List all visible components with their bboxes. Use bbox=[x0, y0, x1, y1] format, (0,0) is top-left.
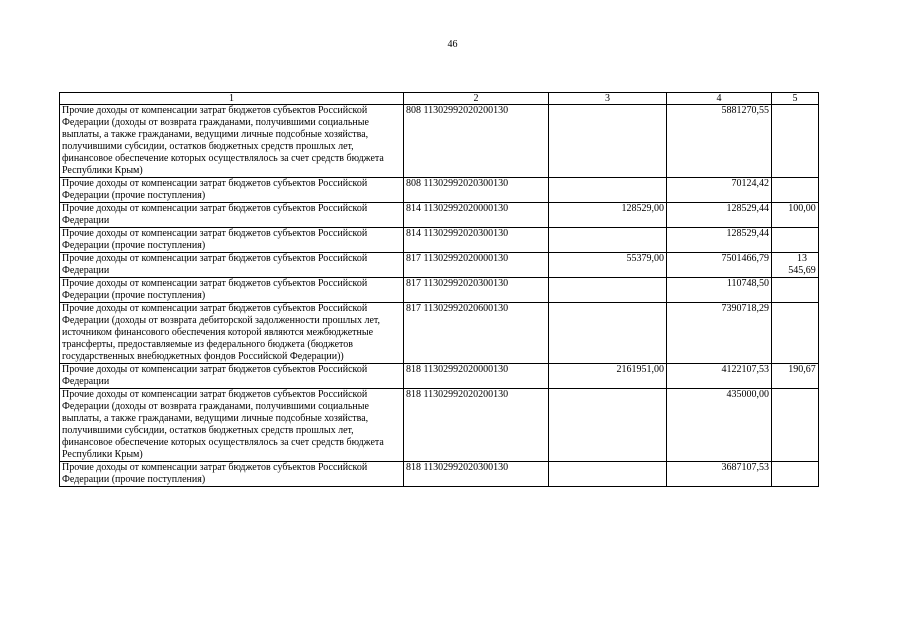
table-row bbox=[60, 389, 819, 462]
fact-amount-cell: 128529,44 bbox=[667, 228, 772, 253]
table-row bbox=[60, 253, 819, 278]
income-name-cell: Прочие доходы от компенсации затрат бюджетов субъектов Российской Федерации (прочие поступления) bbox=[60, 228, 404, 253]
budget-code-cell: 818 11302992020300130 bbox=[404, 462, 549, 487]
fact-amount-cell: 435000,00 bbox=[667, 389, 772, 462]
table-row bbox=[60, 462, 819, 487]
fact-amount-cell: 5881270,55 bbox=[667, 105, 772, 178]
table-row bbox=[60, 228, 819, 253]
income-name-cell: Прочие доходы от компенсации затрат бюджетов субъектов Российской Федерации (доходы от возврата гражданами, получившими социальные выплаты, а также гражданами, ведущими личные подсобные хозяйства, получившими субсидии, остатков бюджетных средств прошлых лет, финансовое обеспечение которых осуществлялось за счет средств бюджета Республики Крым) bbox=[60, 105, 404, 178]
income-name-cell: Прочие доходы от компенсации затрат бюджетов субъектов Российской Федерации (прочие поступления) bbox=[60, 462, 404, 487]
fact-amount-cell: 70124,42 bbox=[667, 178, 772, 203]
income-name-cell: Прочие доходы от компенсации затрат бюджетов субъектов Российской Федерации (прочие поступления) bbox=[60, 278, 404, 303]
header-col-4: 4 bbox=[667, 93, 772, 105]
header-col-3: 3 bbox=[549, 93, 667, 105]
income-name-cell: Прочие доходы от компенсации затрат бюджетов субъектов Российской Федерации bbox=[60, 203, 404, 228]
percent-cell bbox=[772, 105, 819, 178]
income-name-cell: Прочие доходы от компенсации затрат бюджетов субъектов Российской Федерации (доходы от возврата дебиторской задолженности прошлых лет, источником финансового обеспечения которой являются межбюджетные трансферты, предоставляемые из федерального бюджета (бюджетов государственных внебюджетных фондов Российской Федерации)) bbox=[60, 303, 404, 364]
budget-code-cell: 817 11302992020600130 bbox=[404, 303, 549, 364]
fact-amount-cell: 128529,44 bbox=[667, 203, 772, 228]
budget-code-cell: 817 11302992020000130 bbox=[404, 253, 549, 278]
percent-cell bbox=[772, 303, 819, 364]
revenue-table bbox=[59, 92, 819, 487]
plan-amount-cell bbox=[549, 228, 667, 253]
plan-amount-cell: 128529,00 bbox=[549, 203, 667, 228]
percent-value: 100,00 bbox=[788, 203, 816, 214]
percent-cell bbox=[772, 228, 819, 253]
budget-code-cell: 818 11302992020000130 bbox=[404, 364, 549, 389]
percent-cell bbox=[772, 462, 819, 487]
plan-amount-cell bbox=[549, 178, 667, 203]
percent-cell bbox=[772, 278, 819, 303]
table-row bbox=[60, 278, 819, 303]
header-col-2: 2 bbox=[404, 93, 549, 105]
income-name-cell: Прочие доходы от компенсации затрат бюджетов субъектов Российской Федерации bbox=[60, 253, 404, 278]
percent-value: 13 545,69 bbox=[788, 253, 816, 276]
table-row bbox=[60, 364, 819, 389]
percent-cell bbox=[772, 203, 819, 228]
table-row bbox=[60, 203, 819, 228]
header-col-5: 5 bbox=[772, 93, 819, 105]
page-number: 46 bbox=[447, 39, 458, 50]
fact-amount-cell: 4122107,53 bbox=[667, 364, 772, 389]
plan-amount-cell bbox=[549, 389, 667, 462]
budget-code-cell: 814 11302992020000130 bbox=[404, 203, 549, 228]
budget-code-cell: 817 11302992020300130 bbox=[404, 278, 549, 303]
plan-amount-cell bbox=[549, 278, 667, 303]
plan-amount-cell: 55379,00 bbox=[549, 253, 667, 278]
budget-code-cell: 808 11302992020200130 bbox=[404, 105, 549, 178]
table-row bbox=[60, 303, 819, 364]
fact-amount-cell: 7501466,79 bbox=[667, 253, 772, 278]
income-name-cell: Прочие доходы от компенсации затрат бюджетов субъектов Российской Федерации (доходы от возврата гражданами, получившими социальные выплаты, а также гражданами, ведущими личные подсобные хозяйства, получившими субсидии, остатков бюджетных средств прошлых лет, финансовое обеспечение которых осуществлялось за счет средств бюджета Республики Крым) bbox=[60, 389, 404, 462]
plan-amount-cell bbox=[549, 303, 667, 364]
percent-cell bbox=[772, 178, 819, 203]
fact-amount-cell: 3687107,53 bbox=[667, 462, 772, 487]
fact-amount-cell: 110748,50 bbox=[667, 278, 772, 303]
income-name-cell: Прочие доходы от компенсации затрат бюджетов субъектов Российской Федерации bbox=[60, 364, 404, 389]
percent-value: 190,67 bbox=[788, 364, 816, 375]
table-row bbox=[60, 178, 819, 203]
budget-code-cell: 818 11302992020200130 bbox=[404, 389, 549, 462]
fact-amount-cell: 7390718,29 bbox=[667, 303, 772, 364]
budget-code-cell: 808 11302992020300130 bbox=[404, 178, 549, 203]
header-col-1: 1 bbox=[60, 93, 404, 105]
budget-code-cell: 814 11302992020300130 bbox=[404, 228, 549, 253]
plan-amount-cell bbox=[549, 105, 667, 178]
percent-cell bbox=[772, 364, 819, 389]
income-name-cell: Прочие доходы от компенсации затрат бюджетов субъектов Российской Федерации (прочие поступления) bbox=[60, 178, 404, 203]
plan-amount-cell bbox=[549, 462, 667, 487]
header-row bbox=[60, 93, 819, 105]
percent-cell bbox=[772, 389, 819, 462]
table-row bbox=[60, 105, 819, 178]
percent-cell bbox=[772, 253, 819, 278]
plan-amount-cell: 2161951,00 bbox=[549, 364, 667, 389]
